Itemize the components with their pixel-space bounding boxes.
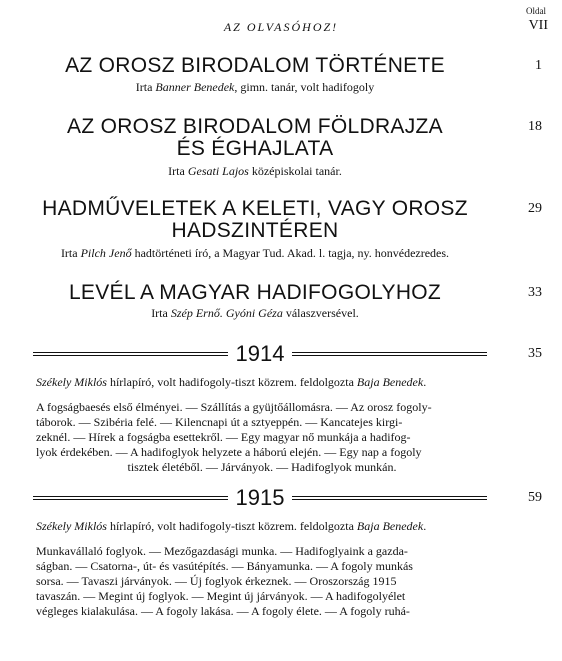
toc-line: ságban. — Csatorna-, út- és vasútépítés. — Bányamunka. — A fogoly munkás [36,559,413,573]
entry-4-page: 33 [528,285,542,300]
entry-2-page: 18 [528,119,542,134]
year-1914-row[interactable] [33,341,487,366]
entry-title-line: HADSZINTÉREN [171,219,339,242]
entry-1-byline: Irta Banner Benedek, gimn. tanár, volt hadifogoly [135,80,375,94]
entry-title-line: HADMŰVELETEK A KELETI, VAGY OROSZ [42,197,468,220]
toc-line: tavaszán. — Megint új foglyok. — Megint új járványok. — A hadifogolyélet [36,589,406,603]
oldal-label: Oldal [526,6,546,16]
toc-line: táborok. — Szibéria felé. — Kilencnapi út a sztyeppén. — Kancatejes kirgi- [36,415,403,429]
entry-title-line: AZ OROSZ BIRODALOM FÖLDRAJZA [67,115,443,138]
year-1915-credit: Székely Miklós hírlapíró, volt hadifogoly-tiszt közrem. feldolgozta Baja Benedek. [36,519,427,533]
author-name: Banner Benedek [155,80,235,94]
year-1914-credit: Székely Miklós hírlapíró, volt hadifogoly-tiszt közrem. feldolgozta Baja Benedek. [36,375,427,389]
author-name: Gesati Lajos [187,164,249,178]
entry-3-byline: Irta Pilch Jenő hadtörténeti író, a Magyar Tud. Akad. l. tagja, ny. honvédezredes. [60,246,450,260]
entry-1-title[interactable] [20,55,490,77]
entry-title-line: LEVÉL A MAGYAR HADIFOGOLYHOZ [68,281,442,304]
entry-3-page: 29 [528,201,542,216]
entry-4-title[interactable] [20,282,490,304]
year-1914-page: 35 [528,346,542,361]
author-name: Pilch Jenő [80,246,132,260]
year-1914-toc [36,400,488,475]
year-label: 1914 [235,341,285,366]
entry-2-title[interactable] [20,116,490,160]
editor-name: Baja Benedek [356,519,424,533]
entry-3-title[interactable] [20,198,490,242]
roman-page-number: VII [528,18,548,33]
toc-line: Munkavállaló foglyok. — Mezőgazdasági munka. — Hadifoglyaink a gazda- [36,544,408,558]
toc-line: zeknél. — Hírek a fogságba esettekről. — Egy magyar nő munkája a hadifog- [36,430,411,444]
right-double-rule [292,352,487,356]
entry-2-byline: Irta Gesati Lajos középiskolai tanár. [168,164,342,178]
author-name: Szép Ernő. Gyóni Géza [170,306,283,320]
left-double-rule [33,352,228,356]
right-double-rule [292,496,487,500]
entry-4-byline: Irta Szép Ernő. Gyóni Géza válaszversével. [151,306,359,320]
toc-line: végleges kialakulása. — A fogoly lakása. — A fogoly élete. — A fogoly ruhá- [36,604,410,618]
year-label: 1915 [235,485,285,510]
toc-line: lyok érdekében. — A hadifoglyok helyzete a háború elején. — Egy nap a fogoly [36,445,422,459]
year-1915-page: 59 [528,490,542,505]
year-1915-toc [36,544,488,619]
entry-title-line: AZ OROSZ BIRODALOM TÖRTÉNETE [65,54,445,77]
toc-heading: AZ OLVASÓHOZ! [223,20,339,34]
entry-title-line: ÉS ÉGHAJLATA [176,137,334,160]
year-1915-row[interactable] [33,485,487,510]
entry-1-page: 1 [535,58,542,73]
toc-line: tisztek életéből. — Járványok. — Hadifoglyok munkán. [127,460,397,474]
author-name: Székely Miklós [36,375,107,389]
toc-line: sorsa. — Tavaszi járványok. — Új foglyok érkeznek. — Oroszország 1915 [36,574,397,588]
author-name: Székely Miklós [36,519,107,533]
editor-name: Baja Benedek [356,375,424,389]
toc-line: A fogságbaesés első élményei. — Szállítás a gyüjtőállomásra. — Az orosz fogoly- [36,400,432,414]
left-double-rule [33,496,228,500]
